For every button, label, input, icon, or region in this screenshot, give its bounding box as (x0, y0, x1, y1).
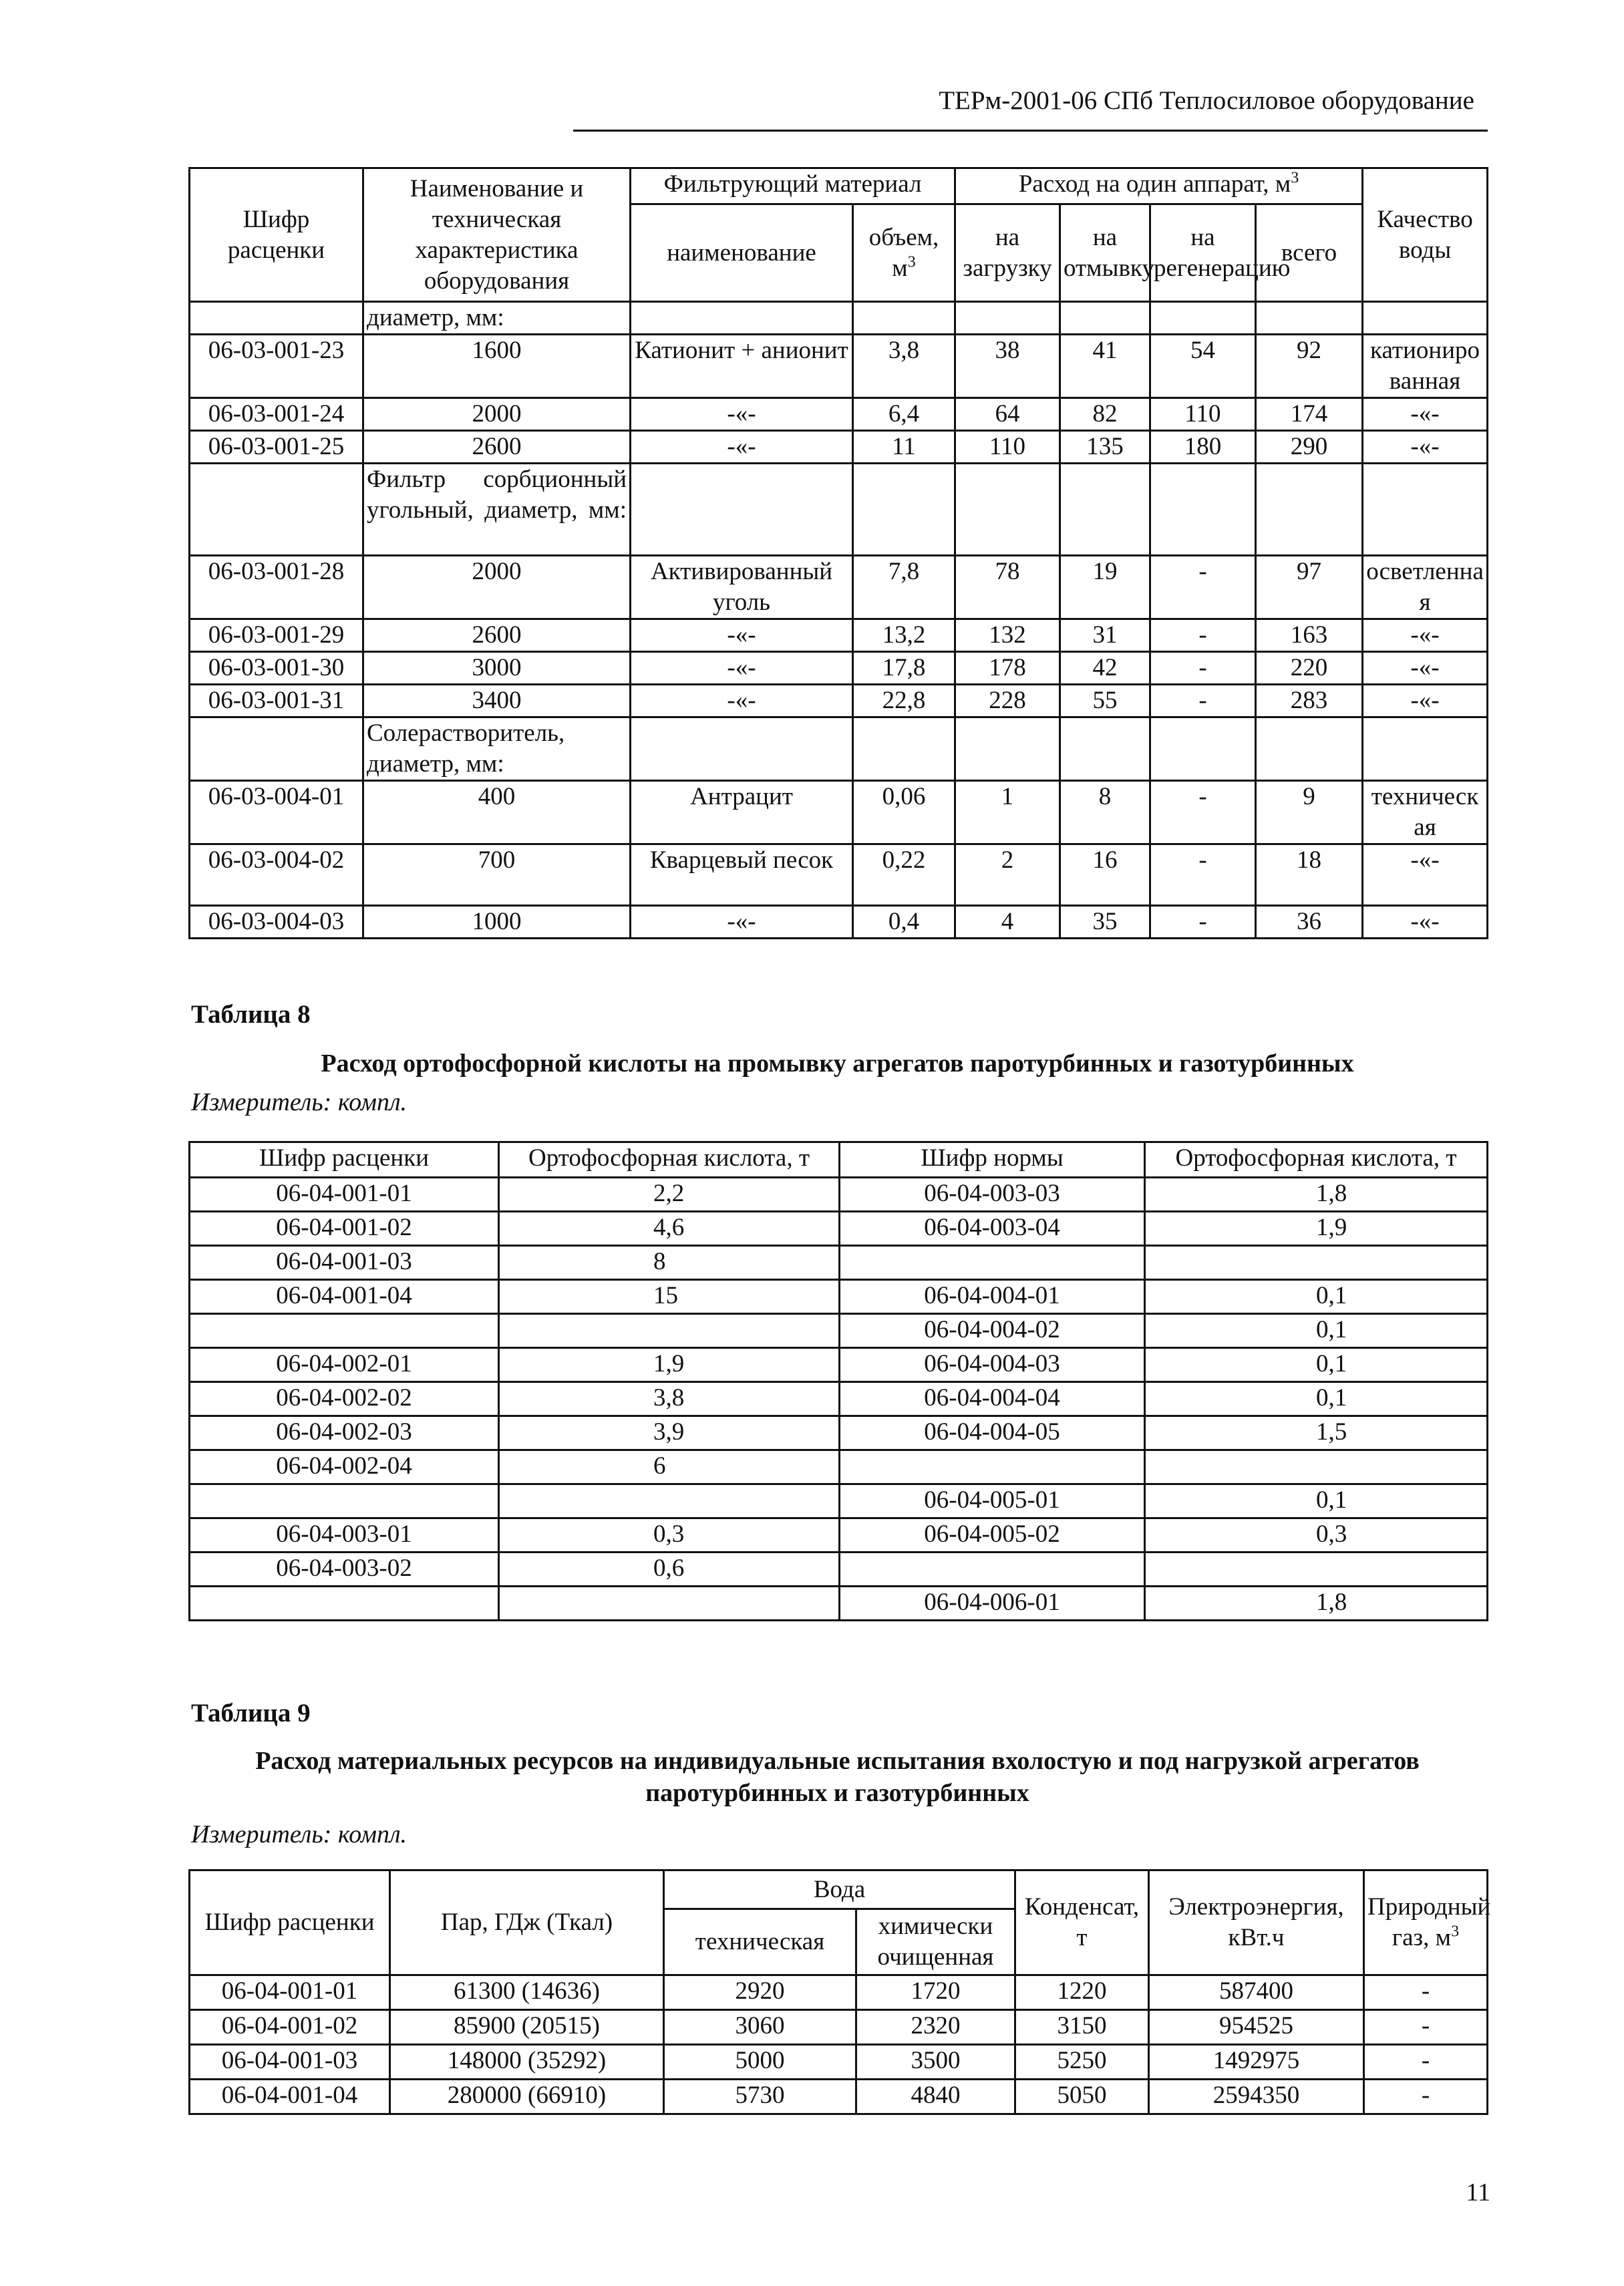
cell-empty (955, 302, 1060, 335)
cell-norm-code (840, 1553, 1145, 1587)
table-row (190, 2045, 1488, 2080)
table-row (190, 906, 1488, 939)
col-filter-volume-header: объем, $м^3$ (853, 204, 955, 302)
group-label: Солерастворитель, диаметр, мм: (363, 717, 631, 781)
table9-label: Таблица 9 (191, 1699, 311, 1728)
cell-wash: 35 (1060, 906, 1150, 939)
cell-load: 4 (955, 906, 1060, 939)
cell-filter-volume: 7,8 (853, 556, 955, 619)
cell-steam: 85900 (20515) (390, 2010, 664, 2045)
cell-norm-acid (1145, 1450, 1488, 1484)
t9-header-code: Шифр расценки (190, 1870, 390, 1975)
cell-filter-volume: 17,8 (853, 652, 955, 685)
cell-technical: 2920 (664, 1975, 856, 2010)
table-row (190, 1416, 1488, 1450)
cell-regen: 54 (1150, 335, 1256, 398)
cell-empty (1150, 302, 1256, 335)
cell-chemical: 1720 (856, 1975, 1015, 2010)
cell-filter-volume: 0,06 (853, 781, 955, 844)
table9-caption-line2: паротурбинных и газотурбинных (645, 1779, 1029, 1807)
table-row (190, 2080, 1488, 2114)
cell-filter-volume: 0,4 (853, 906, 955, 939)
cell-load: 38 (955, 335, 1060, 398)
cell-empty (853, 464, 955, 556)
cell-electricity: 2594350 (1149, 2080, 1364, 2114)
cell-empty (853, 717, 955, 781)
col-load-header: на загрузку (955, 204, 1060, 302)
t8-header-code: Шифр расценки (190, 1142, 499, 1178)
t8-header-norm-acid: Ортофосфорная кислота, т (1145, 1142, 1488, 1178)
cell-empty (631, 302, 853, 335)
cell-code: 06-03-001-24 (190, 398, 363, 431)
cell-code: 06-04-003-02 (190, 1553, 499, 1587)
cell-filter-name: Катионит + анионит (631, 335, 853, 398)
cell-equipment: 3400 (363, 685, 631, 717)
cell-total: 174 (1256, 398, 1363, 431)
cell-norm-code: 06-04-004-03 (840, 1348, 1145, 1382)
cell-norm-acid: 0,1 (1145, 1280, 1488, 1314)
cell-empty (1363, 302, 1488, 335)
cell-norm-acid: 0,1 (1145, 1382, 1488, 1416)
cell-technical: 5000 (664, 2045, 856, 2080)
table-row (190, 1280, 1488, 1314)
cell-total: 220 (1256, 652, 1363, 685)
t9-header-condensate: Конденсат, т (1015, 1870, 1149, 1975)
cell-code: 06-04-002-01 (190, 1348, 499, 1382)
cell-norm-acid: 1,5 (1145, 1416, 1488, 1450)
cell-regen: - (1150, 685, 1256, 717)
cell-regen: 110 (1150, 398, 1256, 431)
cell-regen: - (1150, 556, 1256, 619)
cell-code: 06-04-001-03 (190, 2045, 390, 2080)
cell-filter-volume: 11 (853, 431, 955, 464)
t9-header-technical: техническая (664, 1909, 856, 1975)
cell-equipment: 2600 (363, 619, 631, 652)
cell-quality: -«- (1363, 685, 1488, 717)
cell-filter-name: -«- (631, 652, 853, 685)
table8-caption: Расход ортофосфорной кислоты на промывку агрегатов паротурбинных и газотурбинных (321, 1049, 1354, 1078)
cell-condensate: 5050 (1015, 2080, 1149, 2114)
cell-equipment: 2600 (363, 431, 631, 464)
cell-norm-code: 06-04-005-02 (840, 1518, 1145, 1553)
table-row (190, 1450, 1488, 1484)
cell-gas: - (1364, 2045, 1488, 2080)
t9-header-electricity: Электроэнергия, кВт.ч (1149, 1870, 1364, 1975)
cell-gas: - (1364, 1975, 1488, 2010)
cell-code: 06-03-004-03 (190, 906, 363, 939)
t9-header-gas: Природный газ, $м^3$ (1364, 1870, 1488, 1975)
cell-acid: 0,3 (499, 1518, 840, 1553)
cell-norm-acid: 0,1 (1145, 1484, 1488, 1518)
cell-condensate: 1220 (1015, 1975, 1149, 2010)
header-title: ТЕРм-2001-06 СПб Теплосиловое оборудование (939, 86, 1474, 115)
t8-header-norm-code: Шифр нормы (840, 1142, 1145, 1178)
table-row (190, 1314, 1488, 1348)
table-row (190, 431, 1488, 464)
cell-acid: 0,6 (499, 1553, 840, 1587)
cell-code: 06-04-002-02 (190, 1382, 499, 1416)
cell-code: 06-04-001-02 (190, 1212, 499, 1246)
cell-condensate: 5250 (1015, 2045, 1149, 2080)
cell-filter-volume: 22,8 (853, 685, 955, 717)
col-quality-header: Качество воды (1363, 168, 1488, 302)
cell-empty (955, 717, 1060, 781)
cell-filter-name: -«- (631, 398, 853, 431)
cell-total: 290 (1256, 431, 1363, 464)
cell-norm-code: 06-04-004-05 (840, 1416, 1145, 1450)
cell-wash: 8 (1060, 781, 1150, 844)
table-row (190, 1382, 1488, 1416)
table-row (190, 398, 1488, 431)
cell-norm-code: 06-04-006-01 (840, 1587, 1145, 1621)
cell-chemical: 2320 (856, 2010, 1015, 2045)
cell-regen: - (1150, 906, 1256, 939)
table-row (190, 685, 1488, 717)
cell-filter-name: Кварцевый песок (631, 844, 853, 906)
cell-load: 78 (955, 556, 1060, 619)
cell-empty (190, 464, 363, 556)
cell-code: 06-04-002-04 (190, 1450, 499, 1484)
cell-filter-name: -«- (631, 906, 853, 939)
cell-load: 64 (955, 398, 1060, 431)
cell-code: 06-03-001-31 (190, 685, 363, 717)
cell-equipment: 400 (363, 781, 631, 844)
cell-acid: 4,6 (499, 1212, 840, 1246)
cell-norm-acid (1145, 1553, 1488, 1587)
cell-empty (1060, 302, 1150, 335)
cell-load: 1 (955, 781, 1060, 844)
cell-code: 06-04-001-03 (190, 1246, 499, 1280)
cell-total: 283 (1256, 685, 1363, 717)
t8-header-acid: Ортофосфорная кислота, т (499, 1142, 840, 1178)
table-row (190, 1246, 1488, 1280)
table-row (190, 1553, 1488, 1587)
cell-code: 06-04-001-01 (190, 1178, 499, 1212)
cell-wash: 82 (1060, 398, 1150, 431)
cell-total: 97 (1256, 556, 1363, 619)
filter-materials-table (188, 167, 1488, 939)
cell-wash: 19 (1060, 556, 1150, 619)
col-code-header: Шифр расценки (190, 168, 363, 302)
cell-steam: 280000 (66910) (390, 2080, 664, 2114)
col-wash-header: на отмывку (1060, 204, 1150, 302)
cell-quality: -«- (1363, 619, 1488, 652)
table-row (190, 556, 1488, 619)
group-label: диаметр, мм: (363, 302, 631, 335)
cell-chemical: 4840 (856, 2080, 1015, 2114)
cell-wash: 55 (1060, 685, 1150, 717)
cell-norm-code: 06-04-004-04 (840, 1382, 1145, 1416)
cell-code (190, 1587, 499, 1621)
cell-empty (631, 464, 853, 556)
table-row (190, 1348, 1488, 1382)
cell-acid: 3,8 (499, 1382, 840, 1416)
cell-condensate: 3150 (1015, 2010, 1149, 2045)
table8-label: Таблица 8 (191, 1000, 311, 1029)
cell-norm-code: 06-04-003-03 (840, 1178, 1145, 1212)
cell-empty (955, 464, 1060, 556)
cell-wash: 42 (1060, 652, 1150, 685)
cell-filter-volume: 6,4 (853, 398, 955, 431)
cell-empty (1150, 717, 1256, 781)
cell-filter-name: -«- (631, 619, 853, 652)
test-resources-table (188, 1869, 1491, 2115)
cell-norm-code: 06-04-004-01 (840, 1280, 1145, 1314)
group-label-row (190, 717, 1488, 781)
cell-equipment: 1000 (363, 906, 631, 939)
cell-wash: 41 (1060, 335, 1150, 398)
group-label-row (190, 302, 1488, 335)
table8-unit-note: Измеритель: компл. (191, 1088, 408, 1116)
cell-filter-name: -«- (631, 685, 853, 717)
cell-technical: 5730 (664, 2080, 856, 2114)
page-number: 11 (1466, 2178, 1490, 2207)
cell-quality: осветленная (1363, 556, 1488, 619)
cell-code: 06-04-003-01 (190, 1518, 499, 1553)
col-total-header: всего (1256, 204, 1363, 302)
table-row (190, 844, 1488, 906)
cell-code: 06-03-001-30 (190, 652, 363, 685)
cell-equipment: 2000 (363, 398, 631, 431)
cell-empty (631, 717, 853, 781)
group-label: Фильтр сорбционный угольный, диаметр, мм: (363, 464, 631, 556)
cell-acid (499, 1484, 840, 1518)
cell-code: 06-04-001-02 (190, 2010, 390, 2045)
cell-load: 110 (955, 431, 1060, 464)
cell-norm-code: 06-04-005-01 (840, 1484, 1145, 1518)
table-row (190, 1587, 1488, 1621)
cell-gas: - (1364, 2080, 1488, 2114)
cell-gas: - (1364, 2010, 1488, 2045)
cell-empty (853, 302, 955, 335)
cell-norm-code: 06-04-004-02 (840, 1314, 1145, 1348)
cell-filter-volume: 3,8 (853, 335, 955, 398)
table-row (190, 781, 1488, 844)
cell-norm-acid: 1,9 (1145, 1212, 1488, 1246)
t9-header-water: Вода (664, 1870, 1015, 1909)
cell-empty (1363, 717, 1488, 781)
cell-norm-acid: 1,8 (1145, 1178, 1488, 1212)
cell-steam: 61300 (14636) (390, 1975, 664, 2010)
table-row (190, 619, 1488, 652)
cell-filter-name: Антрацит (631, 781, 853, 844)
header-rule (573, 130, 1488, 132)
cell-total: 92 (1256, 335, 1363, 398)
cell-chemical: 3500 (856, 2045, 1015, 2080)
table-row (190, 2010, 1488, 2045)
cell-acid: 8 (499, 1246, 840, 1280)
cell-total: 9 (1256, 781, 1363, 844)
cell-electricity: 1492975 (1149, 2045, 1364, 2080)
cell-quality: катионированная (1363, 335, 1488, 398)
col-filter-name-header: наименование (631, 204, 853, 302)
cell-code (190, 1484, 499, 1518)
cell-wash: 135 (1060, 431, 1150, 464)
cell-wash: 31 (1060, 619, 1150, 652)
cell-equipment: 2000 (363, 556, 631, 619)
cell-quality: -«- (1363, 431, 1488, 464)
cell-total: 36 (1256, 906, 1363, 939)
cell-technical: 3060 (664, 2010, 856, 2045)
cell-equipment: 3000 (363, 652, 631, 685)
cell-regen: - (1150, 619, 1256, 652)
cell-code: 06-04-001-04 (190, 2080, 390, 2114)
table-row (190, 1518, 1488, 1553)
table-row (190, 652, 1488, 685)
table-row (190, 1975, 1488, 2010)
t9-header-steam: Пар, ГДж (Ткал) (390, 1870, 664, 1975)
cell-equipment: 700 (363, 844, 631, 906)
cell-quality: -«- (1363, 652, 1488, 685)
cell-acid (499, 1587, 840, 1621)
cell-empty (1060, 717, 1150, 781)
cell-norm-code: 06-04-003-04 (840, 1212, 1145, 1246)
cell-empty (190, 302, 363, 335)
cell-quality: техническая (1363, 781, 1488, 844)
cell-norm-code (840, 1450, 1145, 1484)
cell-load: 2 (955, 844, 1060, 906)
cell-empty (1256, 464, 1363, 556)
cell-empty (1150, 464, 1256, 556)
cell-code: 06-04-002-03 (190, 1416, 499, 1450)
cell-empty (1060, 464, 1150, 556)
cell-empty (190, 717, 363, 781)
cell-wash: 16 (1060, 844, 1150, 906)
cell-acid: 3,9 (499, 1416, 840, 1450)
cell-empty (1256, 302, 1363, 335)
table-row (190, 1484, 1488, 1518)
cell-code: 06-03-001-25 (190, 431, 363, 464)
col-filter-material-header: Фильтрующий материал (631, 168, 955, 204)
cell-code (190, 1314, 499, 1348)
cell-quality: -«- (1363, 844, 1488, 906)
group-label-row (190, 464, 1488, 556)
table9-caption-line1: Расход материальных ресурсов на индивидуальные испытания вхолостую и под нагрузкой агрегатов (255, 1747, 1420, 1775)
cell-norm-acid: 1,8 (1145, 1587, 1488, 1621)
cell-quality: -«- (1363, 398, 1488, 431)
cell-electricity: 954525 (1149, 2010, 1364, 2045)
cell-code: 06-03-001-28 (190, 556, 363, 619)
cell-acid (499, 1314, 840, 1348)
cell-code: 06-03-001-23 (190, 335, 363, 398)
cell-electricity: 587400 (1149, 1975, 1364, 2010)
table-row (190, 335, 1488, 398)
cell-regen: - (1150, 844, 1256, 906)
cell-filter-volume: 13,2 (853, 619, 955, 652)
cell-acid: 15 (499, 1280, 840, 1314)
cell-equipment: 1600 (363, 335, 631, 398)
cell-code: 06-04-001-04 (190, 1280, 499, 1314)
cell-code: 06-03-001-29 (190, 619, 363, 652)
table-row (190, 1178, 1488, 1212)
col-regen-header: на регенерацию (1150, 204, 1256, 302)
cell-acid: 2,2 (499, 1178, 840, 1212)
cell-acid: 6 (499, 1450, 840, 1484)
cell-norm-acid: 0,1 (1145, 1314, 1488, 1348)
cell-acid: 1,9 (499, 1348, 840, 1382)
cell-empty (1256, 717, 1363, 781)
cell-quality: -«- (1363, 906, 1488, 939)
table9-unit-note: Измеритель: компл. (191, 1820, 408, 1848)
cell-norm-acid: 0,1 (1145, 1348, 1488, 1382)
cell-regen: - (1150, 652, 1256, 685)
cell-load: 228 (955, 685, 1060, 717)
cell-norm-acid (1145, 1246, 1488, 1280)
cell-code: 06-03-004-02 (190, 844, 363, 906)
t9-header-chemical: химически очищенная (856, 1909, 1015, 1975)
cell-regen: 180 (1150, 431, 1256, 464)
phosphoric-acid-table (188, 1141, 1488, 1621)
cell-filter-name: Активированный уголь (631, 556, 853, 619)
cell-norm-acid: 0,3 (1145, 1518, 1488, 1553)
cell-norm-code (840, 1246, 1145, 1280)
cell-total: 163 (1256, 619, 1363, 652)
cell-total: 18 (1256, 844, 1363, 906)
cell-empty (1363, 464, 1488, 556)
cell-code: 06-03-004-01 (190, 781, 363, 844)
cell-regen: - (1150, 781, 1256, 844)
cell-load: 132 (955, 619, 1060, 652)
cell-code: 06-04-001-01 (190, 1975, 390, 2010)
cell-steam: 148000 (35292) (390, 2045, 664, 2080)
col-equipment-header: Наименование и техническая характеристика оборудования (363, 168, 631, 302)
cell-filter-name: -«- (631, 431, 853, 464)
col-consumption-header: Расход на один аппарат, $м^3$ (955, 168, 1363, 204)
table-row (190, 1212, 1488, 1246)
cell-filter-volume: 0,22 (853, 844, 955, 906)
cell-load: 178 (955, 652, 1060, 685)
